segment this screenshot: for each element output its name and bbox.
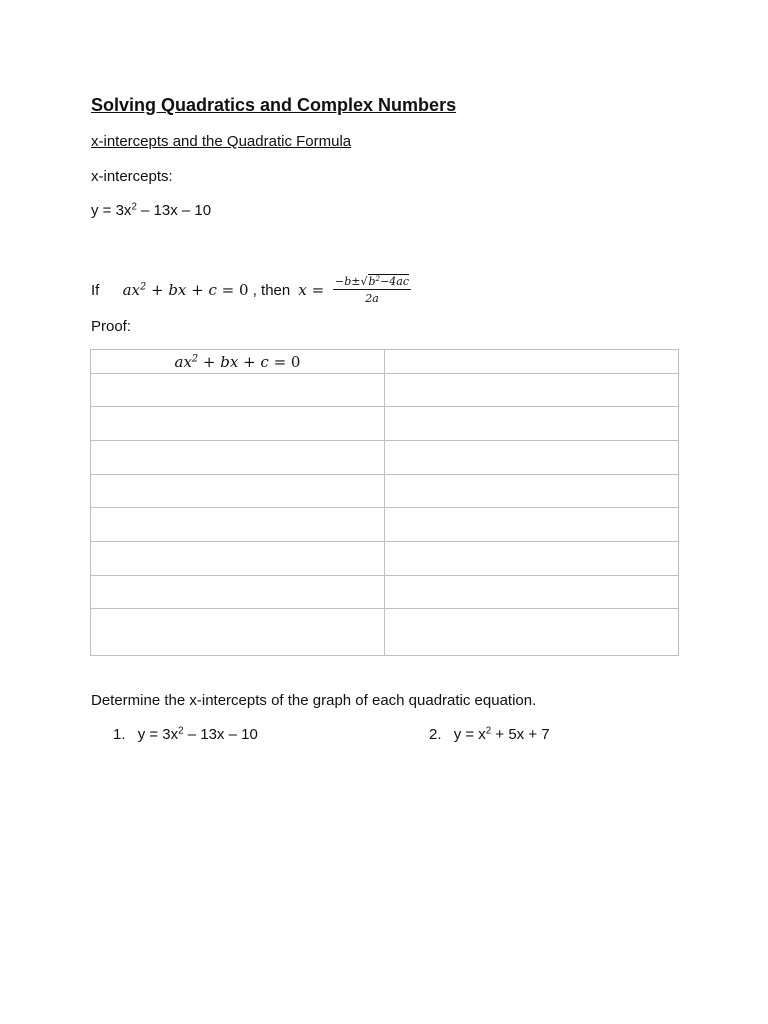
proof-step-cell[interactable] (91, 374, 385, 407)
proof-label: Proof: (91, 318, 132, 335)
formula-numerator: $-b\pm√b^2-4ac$ (335, 274, 410, 288)
formula-if: If (91, 281, 104, 299)
example-eq-pre: y = 3x (91, 202, 132, 219)
section-subtitle: x-intercepts and the Quadratic Formula (91, 133, 352, 150)
problem-1-exp: 2 (178, 725, 184, 737)
formula-x-eq: x = (298, 281, 329, 299)
proof-step-cell[interactable] (91, 609, 385, 656)
proof-step-cell[interactable] (91, 475, 385, 508)
proof-first-cell[interactable] (91, 350, 385, 374)
proof-step-cell[interactable] (91, 542, 385, 576)
formula-lhs-exp: 2 (140, 281, 147, 293)
proof-reason-cell[interactable] (385, 441, 679, 475)
proof-row (91, 576, 679, 609)
formula-num-radicand (368, 274, 410, 288)
proof-eq-a: ax (174, 352, 192, 371)
proof-row (91, 508, 679, 542)
formula-lhs-zero: 0 (239, 281, 249, 299)
proof-reason-cell[interactable] (385, 475, 679, 508)
page-title: Solving Quadratics and Complex Numbers (91, 95, 457, 115)
proof-step-cell[interactable] (91, 508, 385, 542)
formula-lhs (104, 263, 249, 317)
proof-row (91, 407, 679, 441)
proof-reason-cell[interactable] (385, 374, 679, 407)
proof-row (91, 609, 679, 656)
proof-row (91, 441, 679, 475)
problem-1-post: – 13x – 10 (183, 726, 258, 743)
proof-reason-cell[interactable] (385, 350, 679, 374)
proof-step-cell[interactable] (91, 441, 385, 475)
proof-reason-cell[interactable] (385, 407, 679, 441)
formula-num-rad-post: −4ac (380, 275, 410, 288)
example-eq-post: – 13x – 10 (136, 202, 212, 219)
problem-1 (113, 726, 258, 743)
proof-reason-cell[interactable] (385, 542, 679, 576)
quadratic-formula-statement (91, 270, 411, 310)
problem-2-pre: y = x (453, 726, 486, 743)
xintercepts-label: x-intercepts: (91, 168, 173, 185)
proof-eq-exp: 2 (191, 353, 199, 365)
proof-eq-rest: + bx + c = (198, 352, 291, 371)
proof-reason-cell[interactable] (385, 508, 679, 542)
proof-row (91, 350, 679, 374)
problem-2 (429, 726, 550, 743)
problem-2-exp: 2 (485, 725, 492, 737)
proof-step-cell[interactable] (91, 407, 385, 441)
formula-then: , then (248, 281, 295, 299)
proof-reason-cell[interactable] (385, 576, 679, 609)
proof-reason-cell[interactable] (385, 609, 679, 656)
formula-num-rad: b (368, 275, 376, 288)
formula-lhs-rest: + bx + c = (146, 281, 239, 299)
formula-num-rad-exp: 2 (375, 274, 381, 284)
formula-denominator: 2a (365, 292, 379, 305)
example-equation (91, 202, 211, 219)
problem-1-number: 1. (113, 726, 126, 743)
instructions-text: Determine the x-intercepts of the graph of each quadratic equation. (91, 692, 537, 709)
example-eq-exp: 2 (131, 201, 137, 213)
proof-row (91, 475, 679, 508)
proof-eq-zero: 0 (290, 352, 301, 371)
problem-1-pre: y = 3x (137, 726, 179, 743)
formula-lhs-a: ax (122, 281, 140, 299)
proof-table (90, 349, 679, 656)
formula-num-pre: −b± (335, 275, 361, 288)
quadratic-formula-fraction (333, 275, 411, 305)
proof-row (91, 542, 679, 576)
problem-2-number: 2. (429, 726, 442, 743)
proof-step-cell[interactable] (91, 576, 385, 609)
problem-2-post: + 5x + 7 (491, 726, 550, 743)
proof-row (91, 374, 679, 407)
